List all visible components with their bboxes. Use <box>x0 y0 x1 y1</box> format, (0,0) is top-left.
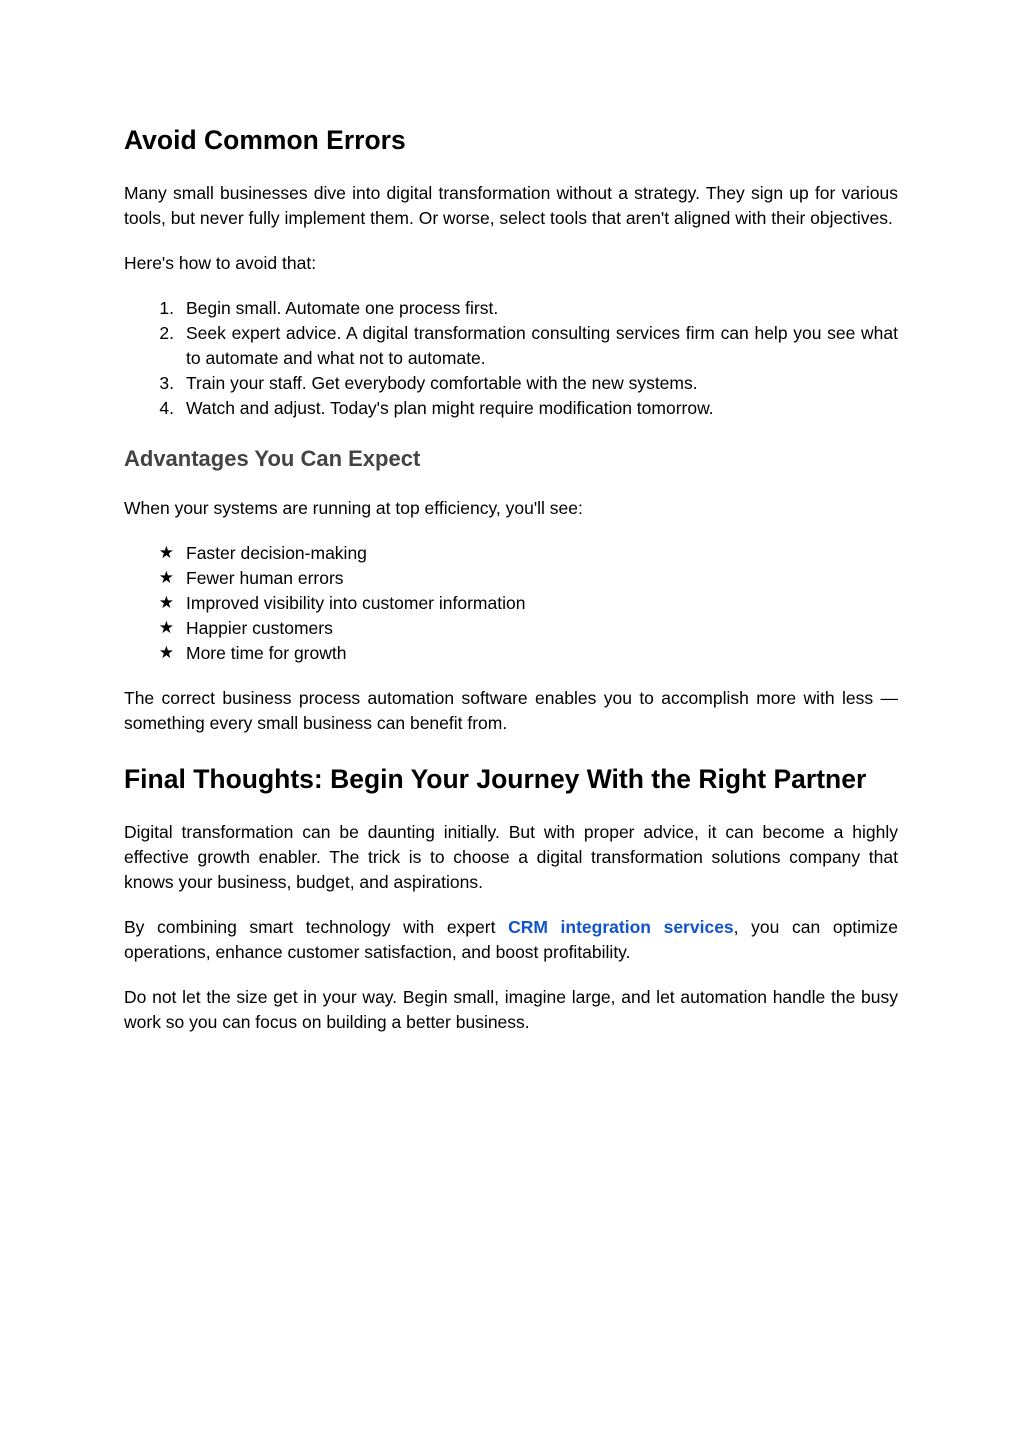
section-heading-final-thoughts: Final Thoughts: Begin Your Journey With the Right Partner <box>124 764 867 794</box>
paragraph-digital-transformation: Digital transformation can be daunting initially. But with proper advice, it can become a highly effective growth enabler. The trick is to choose a digital transformation solutions company that knows your business, budget, and aspirations. <box>124 822 898 892</box>
steps-list <box>124 296 898 421</box>
document-page <box>124 118 898 1035</box>
paragraph-conclusion: Do not let the size get in your way. Begin small, imagine large, and let automation handle the busy work so you can focus on building a better business. <box>124 987 898 1032</box>
paragraph-advantages-intro: When your systems are running at top efficiency, you'll see: <box>124 498 583 518</box>
list-item-text: More time for growth <box>186 643 347 663</box>
list-item <box>124 541 898 566</box>
star-bullet-icon: ★ <box>158 618 174 638</box>
star-bullet-icon: ★ <box>158 643 174 663</box>
list-item-text: Train your staff. Get everybody comfortable with the new systems. <box>186 373 698 393</box>
paragraph-how-to-avoid: Here's how to avoid that: <box>124 253 317 273</box>
crm-integration-services-link[interactable]: CRM integration services <box>508 917 734 937</box>
star-bullet-icon: ★ <box>158 593 174 613</box>
list-item-text: Begin small. Automate one process first. <box>186 298 499 318</box>
list-item <box>124 641 898 666</box>
list-item <box>124 566 898 591</box>
list-item-text: Seek expert advice. A digital transformation consulting services firm can help you see what to automate and what not to automate. <box>186 323 898 368</box>
paragraph-strategy: Many small businesses dive into digital transformation without a strategy. They sign up for various tools, but never fully implement them. Or worse, select tools that aren't aligned with their objectives. <box>124 183 898 228</box>
star-bullet-icon: ★ <box>158 543 174 563</box>
list-item-text: Watch and adjust. Today's plan might require modification tomorrow. <box>186 398 714 418</box>
list-item-text: Fewer human errors <box>186 568 344 588</box>
list-number: 4. <box>159 398 174 418</box>
list-item-text: Faster decision-making <box>186 543 367 563</box>
paragraph-automation-closing: The correct business process automation software enables you to accomplish more with less — something every small business can benefit from. <box>124 688 898 733</box>
list-number: 2. <box>159 323 174 343</box>
list-number: 3. <box>159 373 174 393</box>
benefits-list <box>124 541 898 666</box>
list-item <box>124 591 898 616</box>
list-item-text: Happier customers <box>186 618 333 638</box>
paragraph-crm <box>124 915 898 965</box>
list-item <box>124 616 898 641</box>
list-item <box>124 371 898 396</box>
paragraph-crm-after: , you can optimize operations, enhance customer satisfaction, and boost profitability. <box>124 917 898 962</box>
list-item <box>124 321 898 371</box>
paragraph-crm-before: By combining smart technology with expert <box>124 917 509 937</box>
subheading-advantages: Advantages You Can Expect <box>124 446 421 471</box>
list-item <box>124 396 898 421</box>
list-item-text: Improved visibility into customer information <box>186 593 526 613</box>
list-item <box>124 296 898 321</box>
star-bullet-icon: ★ <box>158 568 174 588</box>
list-number: 1. <box>159 298 174 318</box>
section-heading-avoid-errors: Avoid Common Errors <box>124 125 406 155</box>
